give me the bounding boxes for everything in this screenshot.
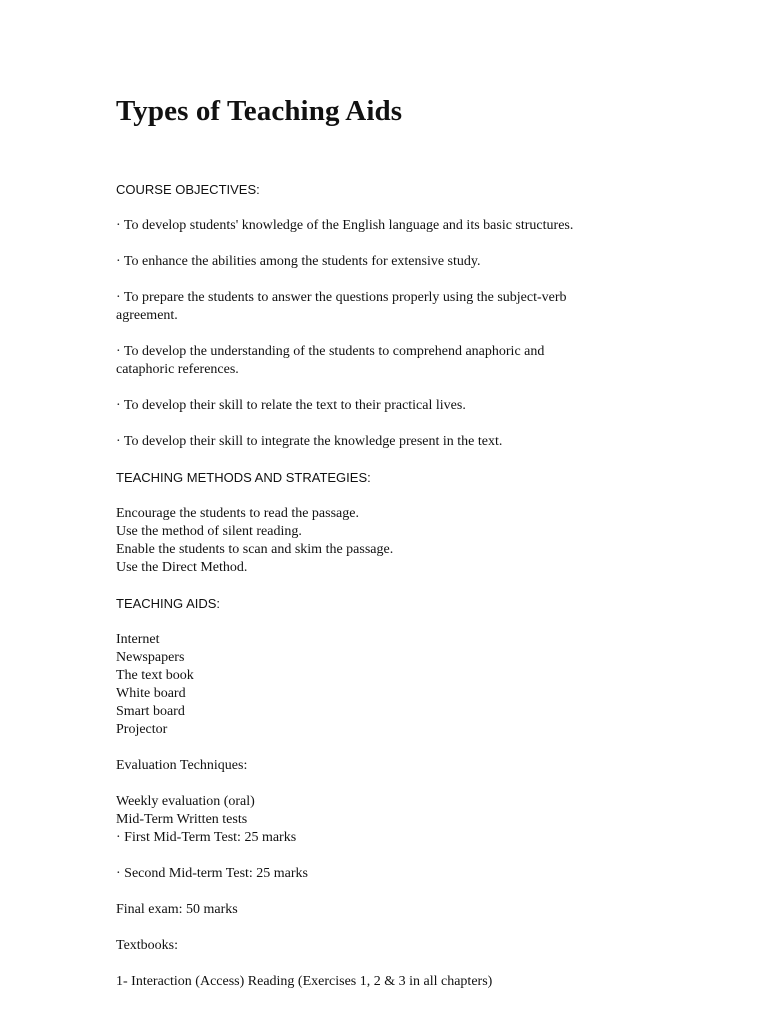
evaluation-heading: Evaluation Techniques: bbox=[116, 758, 248, 773]
aid-line: Newspapers bbox=[116, 650, 185, 665]
aid-line: Projector bbox=[116, 722, 168, 737]
textbooks-heading: Textbooks: bbox=[116, 938, 179, 953]
objective-item: · To develop the understanding of the students to comprehend anaphoric and cataphoric references. bbox=[116, 344, 545, 377]
method-line: Enable the students to scan and skim the passage. bbox=[116, 542, 394, 557]
evaluation-list bbox=[116, 793, 716, 847]
aid-line: The text book bbox=[116, 668, 194, 683]
teaching-methods-list bbox=[116, 505, 716, 577]
objective-item: · To develop their skill to integrate the knowledge present in the text. bbox=[116, 434, 503, 449]
teaching-aids-list bbox=[116, 631, 716, 739]
teaching-methods-heading: TEACHING METHODS AND STRATEGIES: bbox=[116, 470, 371, 485]
method-line: Encourage the students to read the passage. bbox=[116, 506, 359, 521]
objective-item: · To develop students' knowledge of the English language and its basic structures. bbox=[116, 218, 574, 233]
evaluation-line: Weekly evaluation (oral) bbox=[116, 794, 255, 809]
second-midterm-line: · Second Mid-term Test: 25 marks bbox=[116, 866, 309, 881]
textbook-item: 1- Interaction (Access) Reading (Exercises 1, 2 & 3 in all chapters) bbox=[116, 974, 493, 989]
teaching-aids-heading: TEACHING AIDS: bbox=[116, 596, 221, 611]
document-body bbox=[116, 181, 716, 991]
document-title: Types of Teaching Aids bbox=[116, 95, 403, 127]
objective-item: · To enhance the abilities among the students for extensive study. bbox=[116, 254, 481, 269]
method-line: Use the Direct Method. bbox=[116, 560, 248, 575]
aid-line: Internet bbox=[116, 632, 160, 647]
method-line: Use the method of silent reading. bbox=[116, 524, 302, 539]
objective-item: · To develop their skill to relate the text to their practical lives. bbox=[116, 398, 466, 413]
final-exam-line: Final exam: 50 marks bbox=[116, 902, 238, 917]
evaluation-line: · First Mid-Term Test: 25 marks bbox=[116, 830, 297, 845]
course-objectives-heading: COURSE OBJECTIVES: bbox=[116, 182, 260, 197]
objective-item: · To prepare the students to answer the questions properly using the subject-verb agreement. bbox=[116, 290, 567, 323]
aid-line: White board bbox=[116, 686, 186, 701]
aid-line: Smart board bbox=[116, 704, 185, 719]
evaluation-line: Mid-Term Written tests bbox=[116, 812, 248, 827]
